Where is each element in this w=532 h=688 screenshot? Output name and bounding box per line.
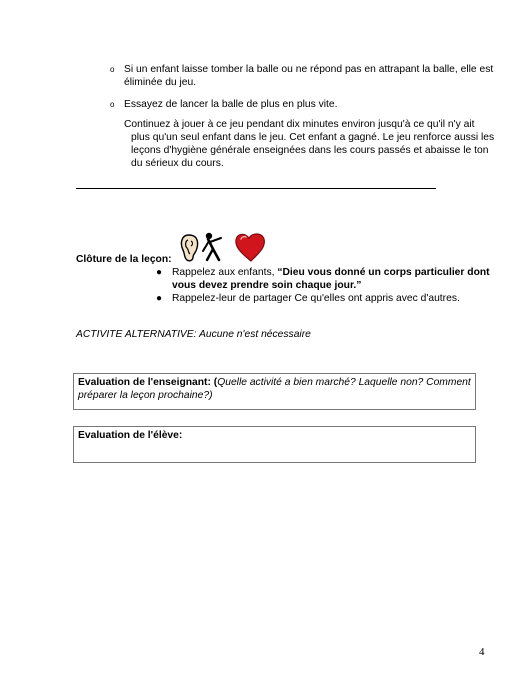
- bullet-bold-text: “Dieu vous donné un corps particulier dont vous devez prendre soin chaque jour.”: [172, 267, 490, 291]
- section-divider: [76, 188, 436, 189]
- ear-icon: [181, 235, 197, 261]
- list-item: [156, 292, 496, 305]
- teacher-evaluation-box: [73, 373, 476, 410]
- continue-paragraph: [124, 118, 496, 170]
- alternative-activity: ACTIVITE ALTERNATIVE: Aucune n'est nécessaire: [76, 329, 311, 340]
- bullet-dot-icon: ●: [156, 293, 163, 304]
- rule-item-text: Essayez de lancer la balle de plus en plus vite.: [124, 99, 338, 110]
- rule-item: [110, 98, 494, 111]
- stretching-figure-icon: [203, 233, 221, 260]
- student-evaluation-box: [73, 426, 476, 463]
- rule-item: [110, 63, 494, 89]
- list-marker: o: [110, 65, 115, 74]
- teacher-eval-question: Quelle activité a bien marché? Laquelle non? Comment préparer la leçon prochaine?): [78, 377, 471, 401]
- rule-item-text: Si un enfant laisse tomber la balle ou ne répond pas en attrapant la balle, elle est éliminée du jeu.: [124, 64, 494, 88]
- paragraph-first-line: Continuez à jouer à ce jeu pendant dix minutes environ jusqu'à ce qu'il n'y ait: [124, 119, 475, 130]
- list-marker: o: [110, 100, 115, 109]
- bullet-text: Rappelez aux enfants,: [172, 267, 278, 278]
- bullet-text: Rappelez-leur de partager Ce qu'elles ont appris avec d'autres.: [172, 293, 460, 304]
- list-item: [156, 266, 496, 292]
- student-eval-label: Evaluation de l'élève:: [78, 430, 183, 441]
- bullet-dot-icon: ●: [156, 267, 163, 278]
- teacher-eval-label: Evaluation de l'enseignant: (: [78, 377, 218, 388]
- heart-icon: [236, 234, 264, 261]
- closing-icons: [179, 231, 271, 263]
- page-number: 4: [479, 646, 485, 658]
- paragraph-rest: plus qu'un seul enfant dans le jeu. Cet enfant a gagné. Le jeu renforce aussi les leçons d'hygiène générale enseignées dans les cours passés et abaisse le ton du sérieux du cours.: [131, 132, 495, 169]
- closing-bullets: [156, 266, 496, 305]
- closing-title: Clôture de la leçon:: [76, 254, 172, 265]
